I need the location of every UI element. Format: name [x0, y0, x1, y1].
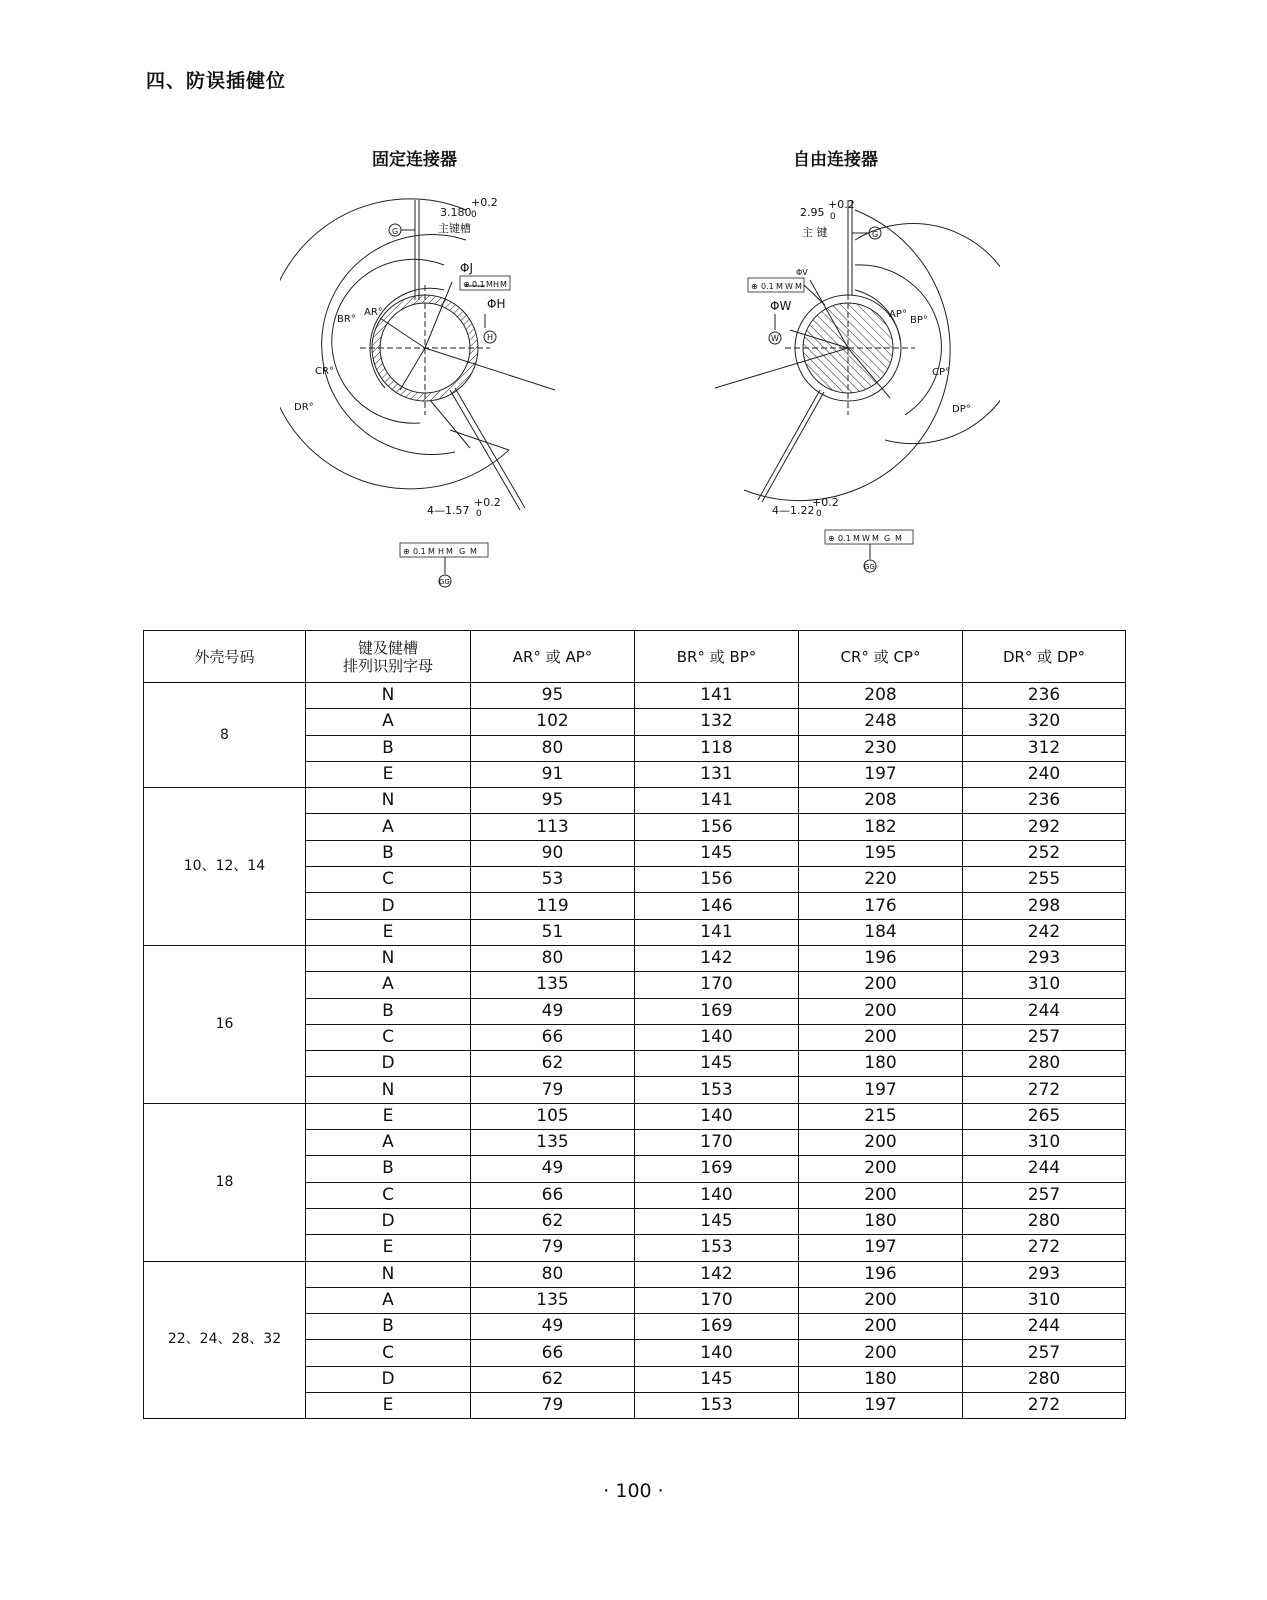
dr-dp-cell: 293 [963, 945, 1126, 971]
page-number: · 100 · [603, 1480, 664, 1502]
cr-leader [430, 400, 470, 448]
datum-g: G [872, 230, 879, 239]
ar-ap-cell: 119 [471, 893, 635, 919]
key-width-label: 2.95 [800, 206, 825, 219]
cr-cp-cell: 197 [799, 1393, 963, 1419]
cr-cp-cell: 195 [799, 840, 963, 866]
aux-tol-lower: 0 [476, 509, 482, 519]
dr-dp-cell: 272 [963, 1393, 1126, 1419]
br-bp-cell: 141 [635, 683, 799, 709]
fixed-connector-title: 固定连接器 [372, 150, 457, 170]
ar-ap-cell: 90 [471, 840, 635, 866]
cr-cp-cell: 197 [799, 1077, 963, 1103]
dr-dp-cell: 257 [963, 1182, 1126, 1208]
fcf-bottom-mod: M [853, 534, 860, 543]
dr-dp-cell: 293 [963, 1261, 1126, 1287]
key-code-cell: D [306, 893, 471, 919]
dr-dp-cell: 244 [963, 998, 1126, 1024]
ar-ap-cell: 79 [471, 1235, 635, 1261]
dr-dp-cell: 257 [963, 1024, 1126, 1050]
key-tol-lower: 0 [471, 210, 477, 220]
phi-w-label: ΦW [770, 299, 792, 313]
br-bp-cell: 131 [635, 761, 799, 787]
fcf-top-tolerance: 0.1 [761, 282, 774, 291]
key-label: 主 键 [802, 226, 828, 239]
fcf-bottom-position-symbol: ⊕ [403, 547, 410, 556]
key-code-cell: A [306, 814, 471, 840]
key-code-cell: C [306, 867, 471, 893]
key-code-cell: B [306, 998, 471, 1024]
angle-ar-label: AR° [364, 307, 383, 318]
key-code-cell: N [306, 683, 471, 709]
ar-ap-cell: 102 [471, 709, 635, 735]
fcf-top-datum-mod: M [500, 280, 507, 289]
cr-cp-cell: 180 [799, 1051, 963, 1077]
ar-ap-cell: 135 [471, 1130, 635, 1156]
dr-dp-cell: 272 [963, 1235, 1126, 1261]
key-code-cell: A [306, 1287, 471, 1313]
br-bp-cell: 145 [635, 840, 799, 866]
key-tol-upper: +0.2 [828, 198, 855, 211]
aux-tol-upper: +0.2 [474, 496, 501, 509]
key-code-cell: B [306, 1314, 471, 1340]
key-code-cell: B [306, 840, 471, 866]
dr-dp-cell: 312 [963, 735, 1126, 761]
cr-cp-cell: 200 [799, 1156, 963, 1182]
ar-ap-cell: 95 [471, 683, 635, 709]
dr-dp-cell: 280 [963, 1051, 1126, 1077]
cr-cp-cell: 196 [799, 945, 963, 971]
dr-dp-cell: 244 [963, 1314, 1126, 1340]
cr-cp-cell: 220 [799, 867, 963, 893]
br-bp-cell: 156 [635, 814, 799, 840]
header-ar-ap: AR° 或 AP° [471, 631, 635, 683]
key-code-cell: E [306, 761, 471, 787]
cr-cp-cell: 200 [799, 972, 963, 998]
dr-dp-cell: 320 [963, 709, 1126, 735]
br-bp-cell: 169 [635, 1314, 799, 1340]
aux-width-label: 4—1.22 [772, 504, 815, 517]
key-code-cell: A [306, 1130, 471, 1156]
header-dr-dp: DR° 或 DP° [963, 631, 1126, 683]
table-row [144, 945, 1126, 971]
dr-dp-cell: 310 [963, 1130, 1126, 1156]
cr-cp-cell: 208 [799, 683, 963, 709]
angle-dp-label: DP° [952, 404, 971, 415]
angle-br-label: BR° [337, 314, 356, 325]
key-code-cell: E [306, 1393, 471, 1419]
dr-dp-cell: 242 [963, 919, 1126, 945]
fcf-top-mod: M [486, 280, 493, 289]
key-code-cell: A [306, 972, 471, 998]
fcf-bottom-datum-h-mod: M [446, 547, 453, 556]
key-code-cell: N [306, 1261, 471, 1287]
datum-g: G [392, 227, 399, 236]
key-code-cell: E [306, 1103, 471, 1129]
br-bp-cell: 153 [635, 1235, 799, 1261]
fcf-bottom-mod: M [428, 547, 435, 556]
datum-gg: GG [864, 563, 875, 571]
ar-ap-cell: 80 [471, 945, 635, 971]
br-bp-cell: 145 [635, 1208, 799, 1234]
ar-ap-cell: 80 [471, 1261, 635, 1287]
cr-cp-cell: 200 [799, 1130, 963, 1156]
cr-cp-cell: 197 [799, 761, 963, 787]
key-code-cell: N [306, 945, 471, 971]
dr-dp-cell: 252 [963, 840, 1126, 866]
dr-dp-cell: 310 [963, 972, 1126, 998]
br-bp-cell: 142 [635, 945, 799, 971]
br-bp-cell: 140 [635, 1024, 799, 1050]
fcf-bottom-datum-w-mod: M [872, 534, 879, 543]
shell-size-cell: 22、24、28、32 [144, 1261, 306, 1419]
datum-h: H [487, 333, 494, 342]
ar-ap-cell: 135 [471, 972, 635, 998]
br-bp-cell: 145 [635, 1366, 799, 1392]
key-tol-upper: +0.2 [471, 196, 498, 209]
br-bp-cell: 140 [635, 1103, 799, 1129]
br-bp-cell: 156 [635, 867, 799, 893]
br-bp-cell: 132 [635, 709, 799, 735]
key-code-cell: D [306, 1051, 471, 1077]
fcf-bottom-tolerance: 0.1 [413, 547, 426, 556]
key-code-cell: C [306, 1340, 471, 1366]
ar-ap-cell: 49 [471, 1314, 635, 1340]
br-bp-cell: 170 [635, 1130, 799, 1156]
key-code-cell: C [306, 1024, 471, 1050]
ar-ap-cell: 66 [471, 1024, 635, 1050]
key-position-table [143, 630, 1126, 1419]
cr-cp-cell: 184 [799, 919, 963, 945]
angle-cp-label: CP° [932, 367, 951, 378]
table-row [144, 683, 1126, 709]
ar-ap-cell: 79 [471, 1077, 635, 1103]
ar-ap-cell: 113 [471, 814, 635, 840]
angle-ap-label: AP° [889, 309, 907, 320]
key-code-cell: E [306, 1235, 471, 1261]
table-row [144, 1261, 1126, 1287]
cr-cp-cell: 180 [799, 1208, 963, 1234]
key-code-cell: D [306, 1208, 471, 1234]
ar-ap-cell: 51 [471, 919, 635, 945]
key-slot-label: 主键槽 [438, 222, 471, 235]
cr-cp-cell: 200 [799, 1182, 963, 1208]
cr-cp-cell: 200 [799, 998, 963, 1024]
br-bp-cell: 169 [635, 998, 799, 1024]
dr-dp-cell: 310 [963, 1287, 1126, 1313]
ar-ap-cell: 66 [471, 1340, 635, 1366]
dr-dp-cell: 292 [963, 814, 1126, 840]
fcf-bottom-tolerance: 0.1 [838, 534, 851, 543]
key-code-cell: C [306, 1182, 471, 1208]
shell-size-cell: 10、12、14 [144, 788, 306, 946]
key-code-cell: E [306, 919, 471, 945]
dr-dp-cell: 280 [963, 1208, 1126, 1234]
br-bp-cell: 118 [635, 735, 799, 761]
fcf-top-datum: H [493, 280, 500, 289]
br-bp-cell: 141 [635, 788, 799, 814]
ar-ap-cell: 53 [471, 867, 635, 893]
fcf-top-datum-mod: M [795, 282, 802, 291]
free-connector-diagram [700, 190, 1000, 600]
header-key-code: 键及健槽 排列识别字母 [306, 631, 471, 683]
br-bp-cell: 169 [635, 1156, 799, 1182]
section-title: 四、防误插健位 [146, 70, 287, 92]
fcf-top-tolerance: 0.1 [472, 280, 485, 289]
dr-dp-cell: 257 [963, 1340, 1126, 1366]
br-bp-cell: 145 [635, 1051, 799, 1077]
dr-dp-cell: 236 [963, 788, 1126, 814]
phi-v-label: ΦV [796, 268, 808, 277]
cr-cp-cell: 230 [799, 735, 963, 761]
shell-size-cell: 18 [144, 1103, 306, 1261]
br-bp-cell: 142 [635, 1261, 799, 1287]
key-code-cell: A [306, 709, 471, 735]
cr-cp-cell: 200 [799, 1287, 963, 1313]
aux-width-label: 4—1.57 [427, 504, 470, 517]
dr-dp-cell: 265 [963, 1103, 1126, 1129]
cr-cp-cell: 200 [799, 1340, 963, 1366]
ar-ap-cell: 62 [471, 1051, 635, 1077]
shell-size-cell: 8 [144, 683, 306, 788]
angle-cr-label: CR° [315, 366, 334, 377]
table-row [144, 1103, 1126, 1129]
cr-cp-cell: 180 [799, 1366, 963, 1392]
br-bp-cell: 153 [635, 1077, 799, 1103]
fcf-top-position-symbol: ⊕ [463, 280, 470, 289]
ar-ap-cell: 62 [471, 1208, 635, 1234]
key-width-label: 3.180 [440, 206, 472, 219]
key-tol-lower: 0 [830, 212, 836, 222]
dr-dp-cell: 298 [963, 893, 1126, 919]
cr-cp-cell: 215 [799, 1103, 963, 1129]
fcf-bottom-datum-g-mod: M [895, 534, 902, 543]
fcf-top-mod: M [776, 282, 783, 291]
ar-ap-cell: 49 [471, 998, 635, 1024]
ar-ap-cell: 49 [471, 1156, 635, 1182]
phi-h-label: ΦH [487, 297, 506, 311]
dr-dp-cell: 280 [963, 1366, 1126, 1392]
header-br-bp: BR° 或 BP° [635, 631, 799, 683]
aux-tol-lower: 0 [816, 509, 822, 519]
ar-ap-cell: 135 [471, 1287, 635, 1313]
free-connector-title: 自由连接器 [793, 150, 878, 170]
cr-cp-cell: 208 [799, 788, 963, 814]
ar-ap-cell: 79 [471, 1393, 635, 1419]
dr-dp-cell: 255 [963, 867, 1126, 893]
key-code-cell: D [306, 1366, 471, 1392]
br-bp-cell: 141 [635, 919, 799, 945]
angle-bp-label: BP° [910, 315, 928, 326]
fcf-bottom-datum-w: W [862, 534, 870, 543]
header-shell-size: 外壳号码 [144, 631, 306, 683]
key-code-cell: B [306, 735, 471, 761]
phi-j-label: ΦJ [460, 261, 473, 275]
fixed-connector-diagram [280, 190, 580, 600]
aux-tol-upper: +0.2 [812, 496, 839, 509]
br-bp-cell: 153 [635, 1393, 799, 1419]
datum-w: W [771, 334, 779, 343]
fcf-bottom-datum-g-mod: M [470, 547, 477, 556]
shell-size-cell: 16 [144, 945, 306, 1103]
br-bp-cell: 146 [635, 893, 799, 919]
table-header-row [144, 631, 1126, 683]
fcf-bottom-datum-g: G [459, 547, 466, 556]
angle-dr-label: DR° [294, 402, 314, 413]
cr-cp-cell: 200 [799, 1314, 963, 1340]
key-code-cell: N [306, 1077, 471, 1103]
br-bp-cell: 170 [635, 1287, 799, 1313]
cr-cp-cell: 248 [799, 709, 963, 735]
fcf-top-position-symbol: ⊕ [751, 282, 758, 291]
cr-cp-cell: 182 [799, 814, 963, 840]
ar-ap-cell: 91 [471, 761, 635, 787]
fcf-bottom-position-symbol: ⊕ [828, 534, 835, 543]
cr-cp-cell: 196 [799, 1261, 963, 1287]
dr-dp-cell: 272 [963, 1077, 1126, 1103]
key-code-cell: B [306, 1156, 471, 1182]
ar-ap-cell: 80 [471, 735, 635, 761]
datum-gg: GG [439, 578, 450, 586]
dr-dp-cell: 244 [963, 1156, 1126, 1182]
ar-ap-cell: 62 [471, 1366, 635, 1392]
ar-ap-cell: 95 [471, 788, 635, 814]
fcf-bottom-datum-g: G [884, 534, 891, 543]
table-row [144, 788, 1126, 814]
key-code-cell: N [306, 788, 471, 814]
ar-ap-cell: 105 [471, 1103, 635, 1129]
table-body [144, 683, 1126, 1419]
ar-ap-cell: 66 [471, 1182, 635, 1208]
header-cr-cp: CR° 或 CP° [799, 631, 963, 683]
cr-cp-cell: 200 [799, 1024, 963, 1050]
br-bp-cell: 170 [635, 972, 799, 998]
br-bp-cell: 140 [635, 1182, 799, 1208]
fcf-top-datum: W [785, 282, 793, 291]
cr-cp-cell: 176 [799, 893, 963, 919]
dr-dp-cell: 240 [963, 761, 1126, 787]
fcf-bottom-datum-h: H [438, 547, 445, 556]
dr-dp-cell: 236 [963, 683, 1126, 709]
br-bp-cell: 140 [635, 1340, 799, 1366]
cr-cp-cell: 197 [799, 1235, 963, 1261]
